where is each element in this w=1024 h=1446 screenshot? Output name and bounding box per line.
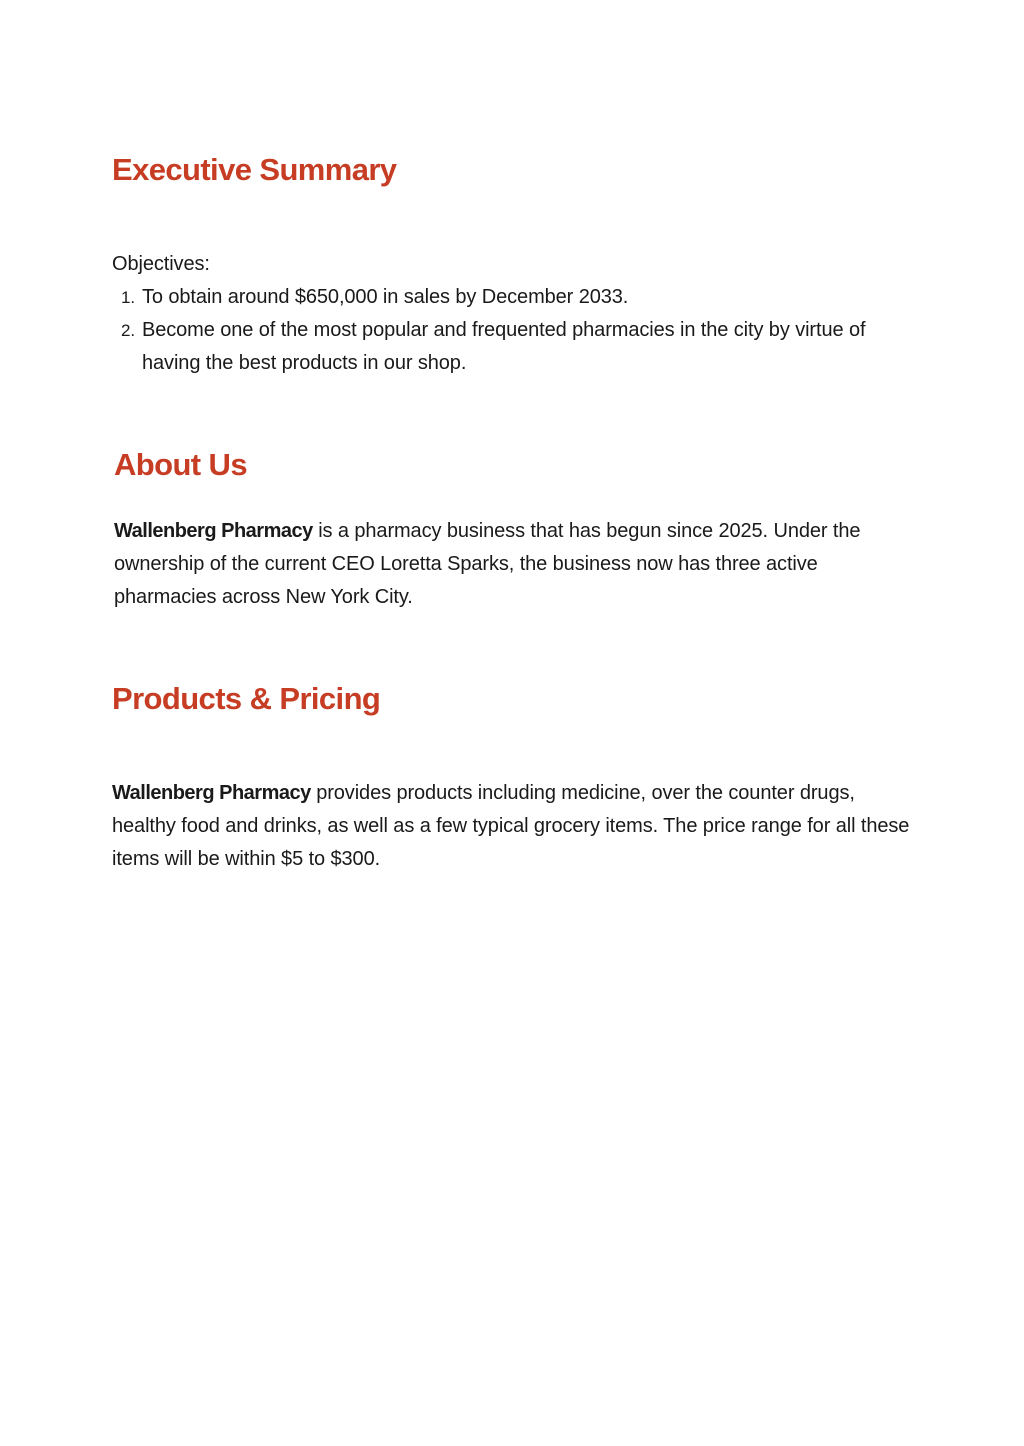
about-us-text: is a pharmacy business that has begun since 2025. Under the ownership of the current CEO Loretta Sparks, the business now has three active pharmacies across New York City. bbox=[114, 520, 861, 608]
list-item bbox=[112, 314, 922, 380]
company-name: Wallenberg Pharmacy bbox=[112, 782, 311, 804]
products-pricing-heading: Products & Pricing bbox=[112, 681, 381, 716]
objectives-list bbox=[112, 281, 922, 380]
list-item-text: Become one of the most popular and frequented pharmacies in the city by virtue of having the best products in our shop. bbox=[142, 319, 866, 374]
about-us-heading: About Us bbox=[114, 447, 247, 482]
company-name: Wallenberg Pharmacy bbox=[114, 520, 313, 542]
products-pricing-text: provides products including medicine, over the counter drugs, healthy food and drinks, as well as a few typical grocery items. The price range for all these items will be within $5 to $300. bbox=[112, 782, 910, 870]
products-pricing-paragraph bbox=[112, 777, 912, 876]
about-us-paragraph bbox=[114, 515, 914, 614]
list-item-text: To obtain around $650,000 in sales by December 2033. bbox=[142, 286, 629, 308]
objectives-label: Objectives: bbox=[112, 253, 210, 275]
list-item-number: 1. bbox=[121, 288, 135, 307]
list-item bbox=[112, 281, 922, 314]
executive-summary-heading: Executive Summary bbox=[112, 152, 397, 187]
list-item-number: 2. bbox=[121, 321, 135, 340]
